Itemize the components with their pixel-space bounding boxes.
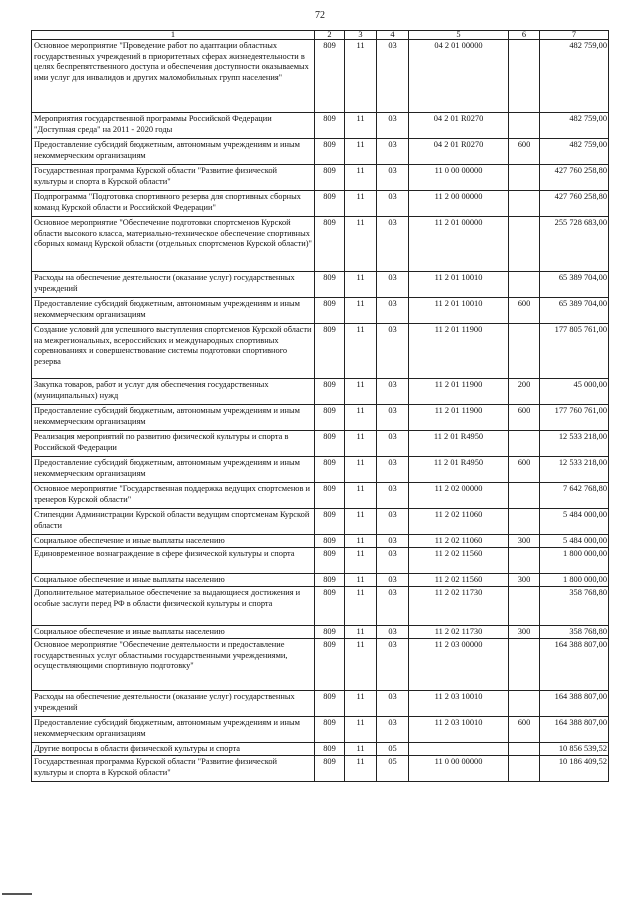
row-grbs-cell: 809 bbox=[315, 405, 345, 431]
row-target-article-cell: 11 2 01 11900 bbox=[409, 379, 509, 405]
row-expense-type-cell bbox=[509, 587, 540, 626]
row-subsection-cell: 03 bbox=[377, 431, 409, 457]
row-target-article-cell: 11 2 01 R4950 bbox=[409, 431, 509, 457]
row-amount-cell: 482 759,00 bbox=[540, 40, 609, 113]
row-section-cell: 11 bbox=[345, 40, 377, 113]
row-amount-cell: 164 388 807,00 bbox=[540, 691, 609, 717]
row-expense-type-cell bbox=[509, 509, 540, 535]
row-section-cell: 11 bbox=[345, 113, 377, 139]
row-grbs-cell: 809 bbox=[315, 139, 345, 165]
row-name-cell: Основное мероприятие "Обеспечение подготовки спортсменов Курской области высокого класса, материально-техническое обеспечение спортивных сборных команд Курской области (отдельных спортсменов Курской области)" bbox=[32, 217, 315, 272]
table-row bbox=[32, 191, 609, 217]
row-target-article-cell: 11 2 02 11730 bbox=[409, 587, 509, 626]
row-section-cell: 11 bbox=[345, 717, 377, 743]
row-target-article-cell bbox=[409, 743, 509, 756]
row-section-cell: 11 bbox=[345, 626, 377, 639]
row-amount-cell: 65 389 704,00 bbox=[540, 272, 609, 298]
table-row bbox=[32, 717, 609, 743]
page-number: 72 bbox=[315, 10, 325, 21]
row-amount-cell: 1 800 000,00 bbox=[540, 548, 609, 574]
row-expense-type-cell bbox=[509, 217, 540, 272]
table-row bbox=[32, 113, 609, 139]
row-name-cell: Мероприятия государственной программы Российской Федерации "Доступная среда" на 2011 - 2020 годы bbox=[32, 113, 315, 139]
row-target-article-cell: 11 2 03 10010 bbox=[409, 717, 509, 743]
row-grbs-cell: 809 bbox=[315, 217, 345, 272]
row-amount-cell: 45 000,00 bbox=[540, 379, 609, 405]
row-subsection-cell: 03 bbox=[377, 379, 409, 405]
row-amount-cell: 10 186 409,52 bbox=[540, 756, 609, 782]
row-section-cell: 11 bbox=[345, 574, 377, 587]
row-subsection-cell: 03 bbox=[377, 139, 409, 165]
row-grbs-cell: 809 bbox=[315, 324, 345, 379]
row-expense-type-cell bbox=[509, 483, 540, 509]
row-grbs-cell: 809 bbox=[315, 626, 345, 639]
row-subsection-cell: 03 bbox=[377, 509, 409, 535]
row-name-cell: Предоставление субсидий бюджетным, автономным учреждениям и иным некоммерческим организациям bbox=[32, 717, 315, 743]
row-name-cell: Государственная программа Курской области "Развитие физической культуры и спорта в Курской области" bbox=[32, 165, 315, 191]
table-row bbox=[32, 509, 609, 535]
header-col-1: 1 bbox=[32, 31, 315, 40]
row-expense-type-cell: 600 bbox=[509, 457, 540, 483]
row-subsection-cell: 03 bbox=[377, 483, 409, 509]
row-target-article-cell: 11 2 01 R4950 bbox=[409, 457, 509, 483]
table-row bbox=[32, 431, 609, 457]
row-target-article-cell: 04 2 01 00000 bbox=[409, 40, 509, 113]
row-subsection-cell: 03 bbox=[377, 574, 409, 587]
row-amount-cell: 65 389 704,00 bbox=[540, 298, 609, 324]
table-row bbox=[32, 587, 609, 626]
table-row bbox=[32, 165, 609, 191]
row-subsection-cell: 03 bbox=[377, 405, 409, 431]
row-grbs-cell: 809 bbox=[315, 457, 345, 483]
row-name-cell: Закупка товаров, работ и услуг для обеспечения государственных (муниципальных) нужд bbox=[32, 379, 315, 405]
row-section-cell: 11 bbox=[345, 431, 377, 457]
row-section-cell: 11 bbox=[345, 324, 377, 379]
row-expense-type-cell bbox=[509, 639, 540, 691]
row-section-cell: 11 bbox=[345, 139, 377, 165]
row-expense-type-cell: 600 bbox=[509, 139, 540, 165]
row-subsection-cell: 03 bbox=[377, 691, 409, 717]
row-subsection-cell: 03 bbox=[377, 548, 409, 574]
row-subsection-cell: 03 bbox=[377, 324, 409, 379]
table-row bbox=[32, 691, 609, 717]
row-expense-type-cell: 300 bbox=[509, 535, 540, 548]
row-name-cell: Основное мероприятие "Обеспечение деятельности и предоставление государственных услуг областными государственными учреждениями, осуществляющими спортивную подготовку" bbox=[32, 639, 315, 691]
row-grbs-cell: 809 bbox=[315, 548, 345, 574]
row-subsection-cell: 03 bbox=[377, 457, 409, 483]
row-section-cell: 11 bbox=[345, 298, 377, 324]
row-expense-type-cell bbox=[509, 324, 540, 379]
row-amount-cell: 427 760 258,80 bbox=[540, 165, 609, 191]
row-name-cell: Социальное обеспечение и иные выплаты населению bbox=[32, 626, 315, 639]
row-expense-type-cell bbox=[509, 113, 540, 139]
row-amount-cell: 482 759,00 bbox=[540, 139, 609, 165]
row-target-article-cell: 11 2 01 11900 bbox=[409, 405, 509, 431]
row-subsection-cell: 03 bbox=[377, 626, 409, 639]
row-name-cell: Предоставление субсидий бюджетным, автономным учреждениям и иным некоммерческим организациям bbox=[32, 457, 315, 483]
header-col-6: 6 bbox=[509, 31, 540, 40]
row-grbs-cell: 809 bbox=[315, 574, 345, 587]
row-name-cell: Предоставление субсидий бюджетным, автономным учреждениям и иным некоммерческим организациям bbox=[32, 298, 315, 324]
row-name-cell: Основное мероприятие "Государственная поддержка ведущих спортсменов и тренеров Курской области" bbox=[32, 483, 315, 509]
row-grbs-cell: 809 bbox=[315, 298, 345, 324]
table-row bbox=[32, 405, 609, 431]
table-row bbox=[32, 626, 609, 639]
row-expense-type-cell: 600 bbox=[509, 405, 540, 431]
row-expense-type-cell: 200 bbox=[509, 379, 540, 405]
row-grbs-cell: 809 bbox=[315, 483, 345, 509]
header-col-2: 2 bbox=[315, 31, 345, 40]
row-section-cell: 11 bbox=[345, 587, 377, 626]
row-name-cell: Создание условий для успешного выступления спортсменов Курской области на межрегиональных, всероссийских и международных спортивных соревнованиях и совершенствование системы подготовки спортивного резерва bbox=[32, 324, 315, 379]
table-row bbox=[32, 298, 609, 324]
row-expense-type-cell bbox=[509, 548, 540, 574]
row-amount-cell: 177 760 761,00 bbox=[540, 405, 609, 431]
row-name-cell: Расходы на обеспечение деятельности (оказание услуг) государственных учреждений bbox=[32, 272, 315, 298]
row-amount-cell: 255 728 683,00 bbox=[540, 217, 609, 272]
row-grbs-cell: 809 bbox=[315, 431, 345, 457]
row-target-article-cell: 11 2 00 00000 bbox=[409, 191, 509, 217]
table-row bbox=[32, 324, 609, 379]
table-row bbox=[32, 139, 609, 165]
budget-table bbox=[31, 30, 609, 782]
row-amount-cell: 427 760 258,80 bbox=[540, 191, 609, 217]
row-name-cell: Социальное обеспечение и иные выплаты населению bbox=[32, 535, 315, 548]
row-target-article-cell: 11 2 03 00000 bbox=[409, 639, 509, 691]
row-name-cell: Предоставление субсидий бюджетным, автономным учреждениям и иным некоммерческим организациям bbox=[32, 405, 315, 431]
table-row bbox=[32, 743, 609, 756]
header-col-4: 4 bbox=[377, 31, 409, 40]
row-amount-cell: 358 768,80 bbox=[540, 626, 609, 639]
table-row bbox=[32, 379, 609, 405]
row-expense-type-cell bbox=[509, 756, 540, 782]
row-amount-cell: 358 768,80 bbox=[540, 587, 609, 626]
row-subsection-cell: 03 bbox=[377, 113, 409, 139]
row-subsection-cell: 03 bbox=[377, 639, 409, 691]
row-expense-type-cell bbox=[509, 691, 540, 717]
row-grbs-cell: 809 bbox=[315, 272, 345, 298]
table-row bbox=[32, 535, 609, 548]
row-target-article-cell: 11 2 02 11060 bbox=[409, 509, 509, 535]
table-row bbox=[32, 548, 609, 574]
table-row bbox=[32, 217, 609, 272]
row-grbs-cell: 809 bbox=[315, 717, 345, 743]
row-amount-cell: 5 484 000,00 bbox=[540, 535, 609, 548]
row-grbs-cell: 809 bbox=[315, 587, 345, 626]
row-amount-cell: 164 388 807,00 bbox=[540, 639, 609, 691]
row-target-article-cell: 04 2 01 R0270 bbox=[409, 113, 509, 139]
row-target-article-cell: 04 2 01 R0270 bbox=[409, 139, 509, 165]
row-target-article-cell: 11 2 02 11560 bbox=[409, 574, 509, 587]
table-row bbox=[32, 756, 609, 782]
row-target-article-cell: 11 2 02 11730 bbox=[409, 626, 509, 639]
row-grbs-cell: 809 bbox=[315, 40, 345, 113]
row-expense-type-cell: 600 bbox=[509, 298, 540, 324]
table-row bbox=[32, 40, 609, 113]
row-name-cell: Расходы на обеспечение деятельности (оказание услуг) государственных учреждений bbox=[32, 691, 315, 717]
row-section-cell: 11 bbox=[345, 548, 377, 574]
row-amount-cell: 177 805 761,00 bbox=[540, 324, 609, 379]
row-amount-cell: 164 388 807,00 bbox=[540, 717, 609, 743]
row-grbs-cell: 809 bbox=[315, 691, 345, 717]
row-expense-type-cell bbox=[509, 191, 540, 217]
row-name-cell: Дополнительное материальное обеспечение за выдающиеся достижения и особые заслуги перед РФ в области физической культуры и спорта bbox=[32, 587, 315, 626]
row-amount-cell: 7 642 768,80 bbox=[540, 483, 609, 509]
row-name-cell: Стипендии Администрации Курской области ведущим спортсменам Курской области bbox=[32, 509, 315, 535]
row-grbs-cell: 809 bbox=[315, 639, 345, 691]
row-section-cell: 11 bbox=[345, 217, 377, 272]
table-row bbox=[32, 457, 609, 483]
row-amount-cell: 1 800 000,00 bbox=[540, 574, 609, 587]
table-header-row bbox=[32, 31, 609, 40]
header-col-3: 3 bbox=[345, 31, 377, 40]
table-row bbox=[32, 574, 609, 587]
row-name-cell: Предоставление субсидий бюджетным, автономным учреждениям и иным некоммерческим организациям bbox=[32, 139, 315, 165]
row-target-article-cell: 11 0 00 00000 bbox=[409, 165, 509, 191]
row-section-cell: 11 bbox=[345, 756, 377, 782]
row-expense-type-cell: 300 bbox=[509, 574, 540, 587]
row-target-article-cell: 11 2 02 00000 bbox=[409, 483, 509, 509]
row-section-cell: 11 bbox=[345, 483, 377, 509]
row-target-article-cell: 11 2 01 11900 bbox=[409, 324, 509, 379]
row-target-article-cell: 11 2 03 10010 bbox=[409, 691, 509, 717]
row-name-cell: Государственная программа Курской области "Развитие физической культуры и спорта в Курской области" bbox=[32, 756, 315, 782]
row-name-cell: Основное мероприятие "Проведение работ по адаптации областных государственных учреждений в приоритетных сферах жизнедеятельности в целях беспрепятственного доступа и обеспечения доступности оказываемых ими услуг для инвалидов и других маломобильных групп населения" bbox=[32, 40, 315, 113]
row-section-cell: 11 bbox=[345, 165, 377, 191]
row-grbs-cell: 809 bbox=[315, 509, 345, 535]
row-section-cell: 11 bbox=[345, 509, 377, 535]
row-section-cell: 11 bbox=[345, 272, 377, 298]
row-amount-cell: 12 533 218,00 bbox=[540, 457, 609, 483]
row-section-cell: 11 bbox=[345, 405, 377, 431]
row-amount-cell: 482 759,00 bbox=[540, 113, 609, 139]
row-section-cell: 11 bbox=[345, 535, 377, 548]
row-name-cell: Реализация мероприятий по развитию физической культуры и спорта в Российской Федерации bbox=[32, 431, 315, 457]
row-section-cell: 11 bbox=[345, 191, 377, 217]
row-subsection-cell: 03 bbox=[377, 535, 409, 548]
row-subsection-cell: 03 bbox=[377, 717, 409, 743]
row-amount-cell: 12 533 218,00 bbox=[540, 431, 609, 457]
table-row bbox=[32, 483, 609, 509]
row-subsection-cell: 03 bbox=[377, 40, 409, 113]
row-name-cell: Подпрограмма "Подготовка спортивного резерва для спортивных сборных команд Курской области и Российской Федерации" bbox=[32, 191, 315, 217]
row-expense-type-cell bbox=[509, 743, 540, 756]
row-target-article-cell: 11 2 02 11060 bbox=[409, 535, 509, 548]
row-name-cell: Другие вопросы в области физической культуры и спорта bbox=[32, 743, 315, 756]
row-grbs-cell: 809 bbox=[315, 113, 345, 139]
row-expense-type-cell: 300 bbox=[509, 626, 540, 639]
row-subsection-cell: 05 bbox=[377, 756, 409, 782]
row-target-article-cell: 11 2 02 11560 bbox=[409, 548, 509, 574]
row-subsection-cell: 03 bbox=[377, 191, 409, 217]
row-grbs-cell: 809 bbox=[315, 165, 345, 191]
table-row bbox=[32, 639, 609, 691]
row-subsection-cell: 03 bbox=[377, 165, 409, 191]
row-section-cell: 11 bbox=[345, 691, 377, 717]
row-amount-cell: 5 484 000,00 bbox=[540, 509, 609, 535]
row-grbs-cell: 809 bbox=[315, 535, 345, 548]
row-expense-type-cell bbox=[509, 165, 540, 191]
row-name-cell: Единовременное вознаграждение в сфере физической культуры и спорта bbox=[32, 548, 315, 574]
row-subsection-cell: 05 bbox=[377, 743, 409, 756]
row-expense-type-cell: 600 bbox=[509, 717, 540, 743]
header-col-7: 7 bbox=[540, 31, 609, 40]
row-target-article-cell: 11 2 01 00000 bbox=[409, 217, 509, 272]
row-expense-type-cell bbox=[509, 40, 540, 113]
row-section-cell: 11 bbox=[345, 379, 377, 405]
row-section-cell: 11 bbox=[345, 639, 377, 691]
row-subsection-cell: 03 bbox=[377, 272, 409, 298]
row-expense-type-cell bbox=[509, 431, 540, 457]
row-expense-type-cell bbox=[509, 272, 540, 298]
row-target-article-cell: 11 0 00 00000 bbox=[409, 756, 509, 782]
header-col-5: 5 bbox=[409, 31, 509, 40]
row-grbs-cell: 809 bbox=[315, 743, 345, 756]
row-subsection-cell: 03 bbox=[377, 587, 409, 626]
row-grbs-cell: 809 bbox=[315, 191, 345, 217]
row-grbs-cell: 809 bbox=[315, 379, 345, 405]
row-target-article-cell: 11 2 01 10010 bbox=[409, 272, 509, 298]
row-subsection-cell: 03 bbox=[377, 217, 409, 272]
row-name-cell: Социальное обеспечение и иные выплаты населению bbox=[32, 574, 315, 587]
scan-mark bbox=[2, 893, 32, 895]
row-amount-cell: 10 856 539,52 bbox=[540, 743, 609, 756]
row-target-article-cell: 11 2 01 10010 bbox=[409, 298, 509, 324]
row-section-cell: 11 bbox=[345, 743, 377, 756]
table-row bbox=[32, 272, 609, 298]
row-grbs-cell: 809 bbox=[315, 756, 345, 782]
row-section-cell: 11 bbox=[345, 457, 377, 483]
row-subsection-cell: 03 bbox=[377, 298, 409, 324]
